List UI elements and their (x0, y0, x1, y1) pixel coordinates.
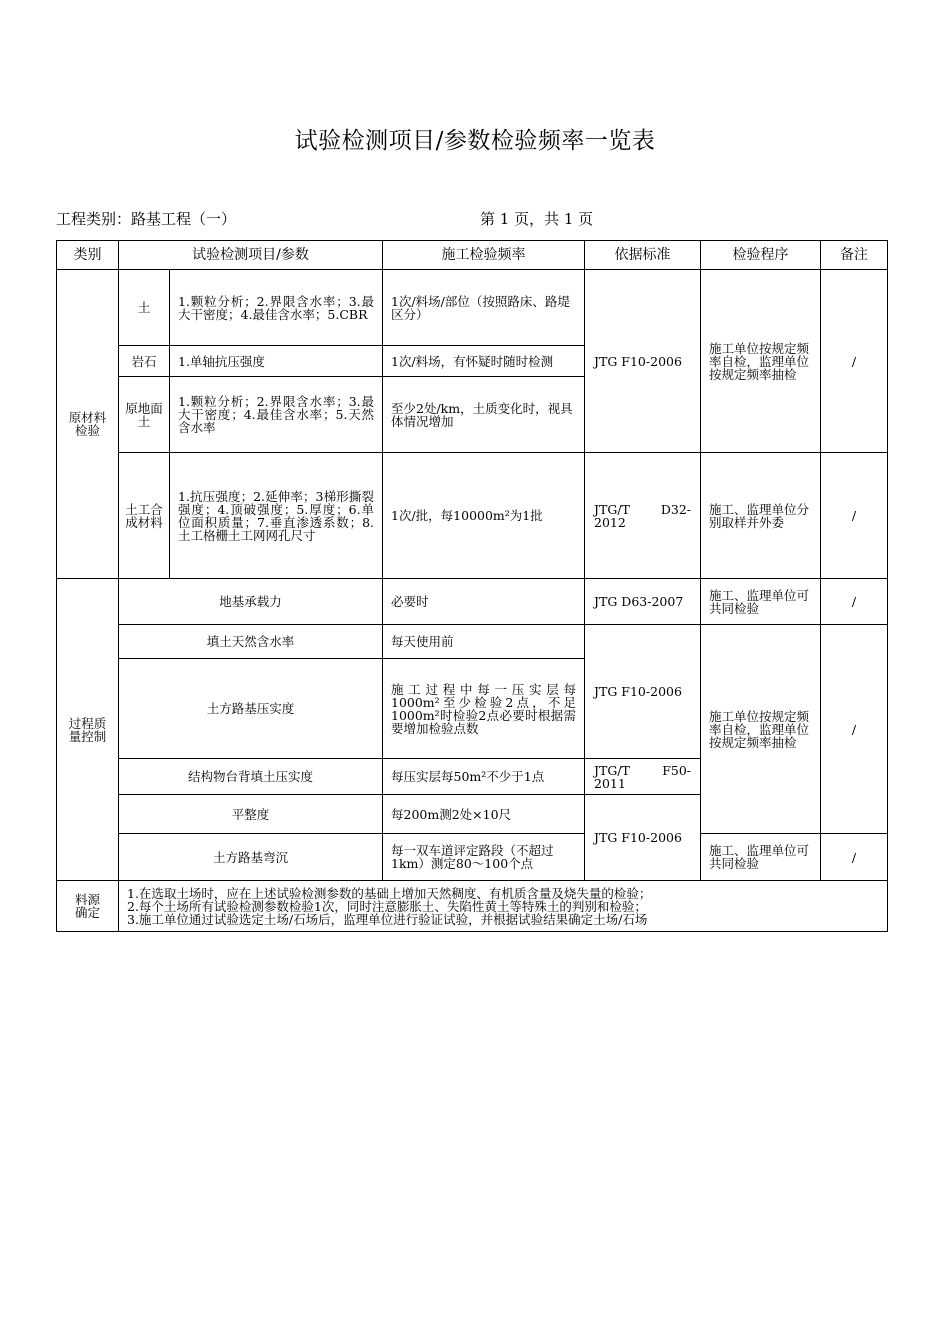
process-freq: 施工过程中每一压实层每1000m²至少检验2点，不足1000m²时检验2点必要时根据需要增加检验点数 (383, 659, 585, 759)
table-row (57, 579, 888, 625)
freq-geosynthetics: 1次/批，每10000m²为1批 (383, 453, 585, 579)
process-freq: 必要时 (383, 579, 585, 625)
process-item: 填土天然含水率 (119, 625, 383, 659)
params-geosynthetics: 1.抗压强度；2.延伸率；3梯形撕裂强度；4.顶破强度；5.厚度；6.单位面积质量；7.垂直渗透系数；8.土工格栅土工网网孔尺寸 (170, 453, 383, 579)
process-procedure: 施工、监理单位可共同检验 (701, 579, 821, 625)
table-row (57, 453, 888, 579)
process-item: 平整度 (119, 795, 383, 834)
process-procedure-group: 施工单位按规定频率自检，监理单位按规定频率抽检 (701, 625, 821, 834)
process-standard-group2: JTG F10-2006 (585, 795, 701, 881)
process-remark: / (821, 834, 888, 881)
table-header-row (57, 241, 888, 270)
standard-geosynthetics (585, 453, 701, 579)
process-item: 土方路基压实度 (119, 659, 383, 759)
standard-code-part: 2012 (594, 514, 626, 530)
table-row (57, 881, 888, 932)
page-title: 试验检测项目/参数检验频率一览表 (294, 128, 656, 154)
category-raw-materials: 原材料检验 (57, 270, 119, 579)
standard-code-part: 2011 (594, 775, 626, 791)
source-notes (119, 881, 888, 932)
procedure-geosynthetics: 施工、监理单位分别取样并外委 (701, 453, 821, 579)
params-soil: 1.颗粒分析；2.界限含水率；3.最大干密度；4.最佳含水率；5.CBR (170, 270, 383, 346)
freq-rock: 1次/料场，有怀疑时随时检测 (383, 346, 585, 377)
remark-geosynthetics: / (821, 453, 888, 579)
process-standard-group1: JTG F10-2006 (585, 625, 701, 759)
header-frequency: 施工检验频率 (383, 241, 585, 270)
remark-soil-group: / (821, 270, 888, 453)
table-row (57, 834, 888, 881)
standard-code-part: D32- (660, 501, 691, 517)
category-source: 料源确定 (57, 881, 119, 932)
header-category: 类别 (57, 241, 119, 270)
procedure-soil-group: 施工单位按规定频率自检，监理单位按规定频率抽检 (701, 270, 821, 453)
subitem-soil: 土 (119, 270, 170, 346)
standard-soil-group: JTG F10-2006 (585, 270, 701, 453)
subitem-geosynthetics: 土工合成材料 (119, 453, 170, 579)
process-procedure: 施工、监理单位可共同检验 (701, 834, 821, 881)
header-procedure: 检验程序 (701, 241, 821, 270)
process-standard-backfill (585, 759, 701, 795)
subitem-rock: 岩石 (119, 346, 170, 377)
params-rock: 1.单轴抗压强度 (170, 346, 383, 377)
table-row (57, 625, 888, 659)
source-note: 3.施工单位通过试验选定土场/石场后，监理单位进行验证试验，并根据试验结果确定土场/石场 (127, 911, 648, 927)
freq-ground-soil: 至少2处/km，土质变化时，视具体情况增加 (383, 377, 585, 453)
engineering-category: 工程类别：路基工程（一） (56, 210, 237, 228)
page-number: 第 1 页，共 1 页 (480, 210, 594, 228)
process-freq: 每天使用前 (383, 625, 585, 659)
standard-code-part: JTG/T (594, 501, 630, 517)
source-note: 1.在选取土场时，应在上述试验检测参数的基础上增加天然稠度、有机质含量及烧失量的检验； (127, 885, 652, 901)
process-remark: / (821, 579, 888, 625)
process-freq: 每一双车道评定路段（不超过1km）测定80～100个点 (383, 834, 585, 881)
source-note: 2.每个土场所有试验检测参数检验1次，同时注意膨胀土、失陷性黄土等特殊土的判别和检验； (127, 898, 647, 914)
subitem-ground-soil: 原地面土 (119, 377, 170, 453)
standard-code-part: JTG/T (594, 762, 630, 778)
process-freq: 每200m测2处×10尺 (383, 795, 585, 834)
header-remark: 备注 (821, 241, 888, 270)
standard-code-part: F50- (662, 762, 691, 778)
table-row (57, 270, 888, 346)
freq-soil: 1次/料场/部位（按照路床、路堤区分） (383, 270, 585, 346)
process-remark-group: / (821, 625, 888, 834)
process-item: 地基承载力 (119, 579, 383, 625)
process-item: 土方路基弯沉 (119, 834, 383, 881)
header-item: 试验检测项目/参数 (119, 241, 383, 270)
inspection-table (56, 240, 888, 932)
category-process-control: 过程质量控制 (57, 579, 119, 881)
process-standard: JTG D63-2007 (585, 579, 701, 625)
params-ground-soil: 1.颗粒分析；2.界限含水率；3.最大干密度；4.最佳含水率；5.天然含水率 (170, 377, 383, 453)
header-standard: 依据标准 (585, 241, 701, 270)
process-freq: 每压实层每50m²不少于1点 (383, 759, 585, 795)
process-item: 结构物台背填土压实度 (119, 759, 383, 795)
